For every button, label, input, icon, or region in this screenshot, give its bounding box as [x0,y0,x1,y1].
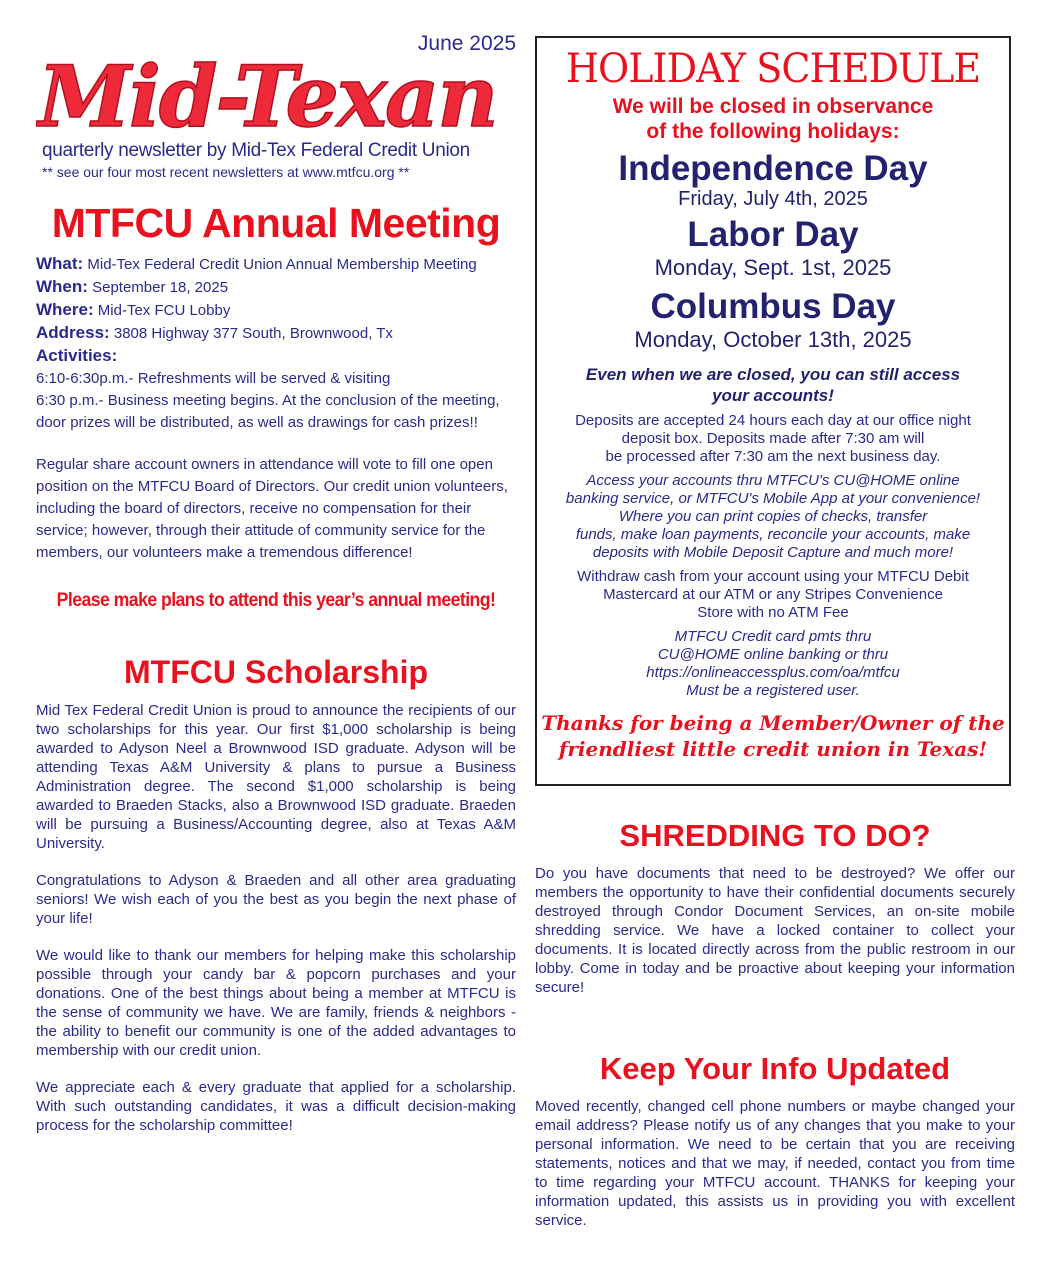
access-line: Access your accounts thru MTFCU's CU@HOME online [586,472,960,489]
still-access-line: Even when we are closed, you can still access [585,365,961,384]
masthead [36,30,516,200]
holiday-subtitle [537,94,1009,144]
card-line: CU@HOME online banking or thru [657,646,889,663]
scholarship-paragraph: We appreciate each & every graduate that applied for a scholarship. With such outstanding candidates, it was a difficult decision-making process for the scholarship committee! [36,1079,516,1134]
access-line: Where you can print copies of checks, transfer [618,508,928,525]
withdraw-line: Mastercard at our ATM or any Stripes Convenience [603,586,943,603]
where-value: Mid-Tex FCU Lobby [97,302,231,319]
deposits-line: deposit box. Deposits made after 7:30 am will [621,430,925,447]
issue-date: June 2025 [417,32,516,55]
activity-2: 6:30 p.m.- Business meeting begins. At the conclusion of the meeting, door prizes will be distributed, as well as drawings for cash prizes!! [36,392,500,431]
when-value: September 18, 2025 [92,279,229,296]
thanks-line: friendliest little credit union in Texas! [558,737,988,761]
scholarship-paragraph: Congratulations to Adyson & Braeden and all other area graduating seniors! We wish each of you the best as you begin the next phase of your life! [36,872,516,927]
holiday-name: Columbus Day [650,287,896,326]
board-vote-text: Regular share account owners in attendance will vote to fill one open position on the MTFCU Board of Directors. Our credit union volunteers, including the board of directors, receive no compensation for their service; however, through their attitude of community service for the members, our volunteers make a tremendous difference! [36,456,508,561]
access-line: banking service, or MTFCU's Mobile App at your convenience! [565,490,981,507]
credit-card-note [537,628,1009,700]
keep-info-section [535,1051,1015,1230]
address-value: 3808 Highway 377 South, Brownwood, Tx [113,325,393,342]
deposits-line: Deposits are accepted 24 hours each day at our office night [575,412,971,429]
holiday-subtitle-line: We will be closed in observance [612,95,934,118]
holiday-subtitle-line: of the following holidays: [646,120,900,143]
holiday-title: HOLIDAY SCHEDULE [565,46,981,92]
tagline: quarterly newsletter by Mid-Tex Federal Credit Union [42,140,470,161]
scholarship-paragraph: We would like to thank our members for helping make this scholarship possible through your candy bar & popcorn purchases and your donations. One of the best things about being a member at MTFCU is the sense of community we have. We are family, friends & neighbors - the ability to benefit our community is one of the added advantages to membership with our credit union. [36,947,516,1059]
scholarship-section [36,654,516,1135]
deposits-note [537,412,1009,466]
keep-info-title: Keep Your Info Updated [599,1051,951,1086]
deposits-line: be processed after 7:30 am the next business day. [605,448,941,465]
thanks-message [537,710,1009,762]
activity-1: 6:10-6:30p.m.- Refreshments will be served & visiting [36,370,391,387]
shredding-title: SHREDDING TO DO? [619,818,931,853]
what-value: Mid-Tex Federal Credit Union Annual Membership Meeting [87,256,477,273]
card-line: Must be a registered user. [686,682,860,699]
scholarship-title: MTFCU Scholarship [123,654,428,690]
holiday-date: Monday, October 13th, 2025 [634,327,912,352]
card-line: MTFCU Credit card pmts thru [674,628,872,645]
scholarship-paragraph: Mid Tex Federal Credit Union is proud to announce the recipients of our two scholarships for this year. Our first $1,000 scholarship is being awarded to Adyson Neel a Brownwood ISD graduate. Adyson will be attending Texas A&M University & plans to pursue a Business Administration degree. The second $1,000 scholarship is being awarded to Braeden Stacks, also a Brownwood ISD graduate. Braeden will be pursuing a Business/Accounting degree, also at Texas A&M University. [36,702,516,852]
annual-meeting-title: MTFCU Annual Meeting [51,200,501,246]
shredding-body: Do you have documents that need to be destroyed? We offer our members the opportunity to have their confidential documents securely destroyed through Condor Document Services, an on-site mobile shredding service. We have a locked container to collect your documents. It is located directly across from the public restroom in our lobby. Come in today and be proactive about keeping your information secure! [535,865,1015,996]
attend-callout: Please make plans to attend this year’s annual meeting! [56,590,496,611]
holiday-name: Labor Day [687,215,859,254]
meeting-details [36,253,516,564]
address-label: Address: [36,323,110,342]
when-label: When: [36,277,88,296]
site-note: ** see our four most recent newsletters at www.mtfcu.org ** [42,164,410,180]
still-access-note [537,364,1009,406]
access-line: funds, make loan payments, reconcile your accounts, make [575,526,971,543]
what-label: What: [36,254,84,273]
activities-label: Activities: [36,346,118,365]
thanks-line: Thanks for being a Member/Owner of the [541,711,1005,735]
where-label: Where: [36,300,94,319]
holiday-date: Friday, July 4th, 2025 [678,188,868,210]
withdraw-line: Withdraw cash from your account using your MTFCU Debit [577,568,969,585]
holiday-name: Independence Day [618,149,928,188]
shredding-section [535,818,1015,997]
online-access-note [537,472,1009,562]
withdraw-note [537,568,1009,622]
holiday-schedule-box [535,36,1011,786]
right-column [535,36,1015,1230]
still-access-line: your accounts! [712,386,834,405]
card-url[interactable]: https://onlineaccessplus.com/oa/mtfcu [646,664,900,681]
withdraw-line: Store with no ATM Fee [697,604,849,621]
left-column [36,30,516,1135]
logo-text: Mid-Texan [38,47,497,146]
access-line: deposits with Mobile Deposit Capture and much more! [592,544,954,561]
keep-info-body: Moved recently, changed cell phone numbers or maybe changed your email address? Please notify us of any changes that you make to your personal information. We need to be certain that you are receiving statements, notices and that we may, if needed, contact you from time to time regarding your MTFCU account. THANKS for keeping your information updated, this assists us in providing you with excellent service. [535,1098,1015,1229]
holiday-date: Monday, Sept. 1st, 2025 [654,255,892,280]
